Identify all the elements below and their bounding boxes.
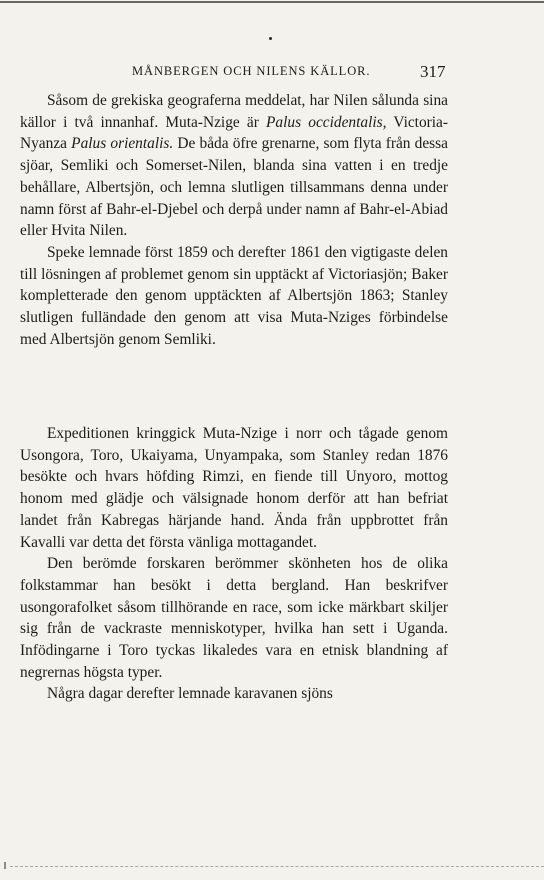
paragraph-text: Den berömde forskaren berömmer skönheten hos de olika folkstammar han besökt i detta bergland. Han beskrifver usongorafolket såsom tillhörande en race, som icke märkbart skiljer sig från de vackraste menniskotyper, hvilka han sett i Uganda. Infödingarne i Toro tyckas likaledes vara en etnisk blandning af negrernas högsta typer. bbox=[20, 555, 448, 681]
paragraph-text: Speke lemnade först 1859 och derefter 1861 den vigtigaste delen till lösningen af problemet genom sin upptäckt af Victoriasjön; Baker kompletterade den genom upptäckten af Albertsjön 1863; Stanley slutligen fulländade den genom att visa Muta-Nziges förbindelse med Albertsjön genom Semliki. bbox=[20, 243, 448, 348]
running-title: MÅNBERGEN OCH NILENS KÄLLOR. bbox=[132, 64, 371, 78]
ink-speck bbox=[269, 37, 272, 40]
paragraph bbox=[20, 423, 448, 553]
top-border-line bbox=[0, 1, 544, 3]
italic-text: Palus orientalis. bbox=[71, 135, 174, 153]
text-block-upper bbox=[20, 90, 448, 350]
paragraph-text: De båda öfre grenarne, som flyta från dessa sjöar, Semliki och Somerset-Nilen, blanda sina vatten i en tredje behållare, Albertsjön, och lemna slutligen tillsammans denna under namn först af Bahr-el-Djebel och derpå under namn af Bahr-el-Abiad eller Hvita Nilen. bbox=[20, 135, 448, 240]
paragraph-text: Expeditionen kringgick Muta-Nzige i norr och tågade genom Usongora, Toro, Ukaiyama, Unyampaka, som Stanley redan 1876 besökte och hvars höfding Rimzi, en fiende till Unyoro, mottog honom med glädje och välsignade honom derför att han befriat landet från Kabregas härjande hand. Ända från uppbrottet från Kavalli var detta det första vänliga mottagandet. bbox=[20, 425, 448, 551]
paragraph bbox=[20, 683, 448, 705]
paragraph bbox=[20, 553, 448, 683]
paragraph-text: Såsom de grekiska geograferna meddelat, har Nilen sålunda sina källor i två innanhaf. Muta-Nzige är bbox=[20, 92, 448, 131]
page-number: 317 bbox=[420, 62, 446, 81]
edge-mark bbox=[4, 862, 6, 869]
running-head bbox=[0, 63, 544, 83]
text-block-lower bbox=[20, 423, 448, 705]
paragraph bbox=[20, 90, 448, 242]
paragraph bbox=[20, 242, 448, 351]
bottom-border-line bbox=[10, 866, 544, 867]
paragraph-text: Några dagar derefter lemnade karavanen sjöns bbox=[47, 685, 333, 703]
italic-text: Palus occidentalis, bbox=[266, 113, 387, 131]
paragraph-text: Victoria-Nyanza bbox=[20, 113, 449, 153]
